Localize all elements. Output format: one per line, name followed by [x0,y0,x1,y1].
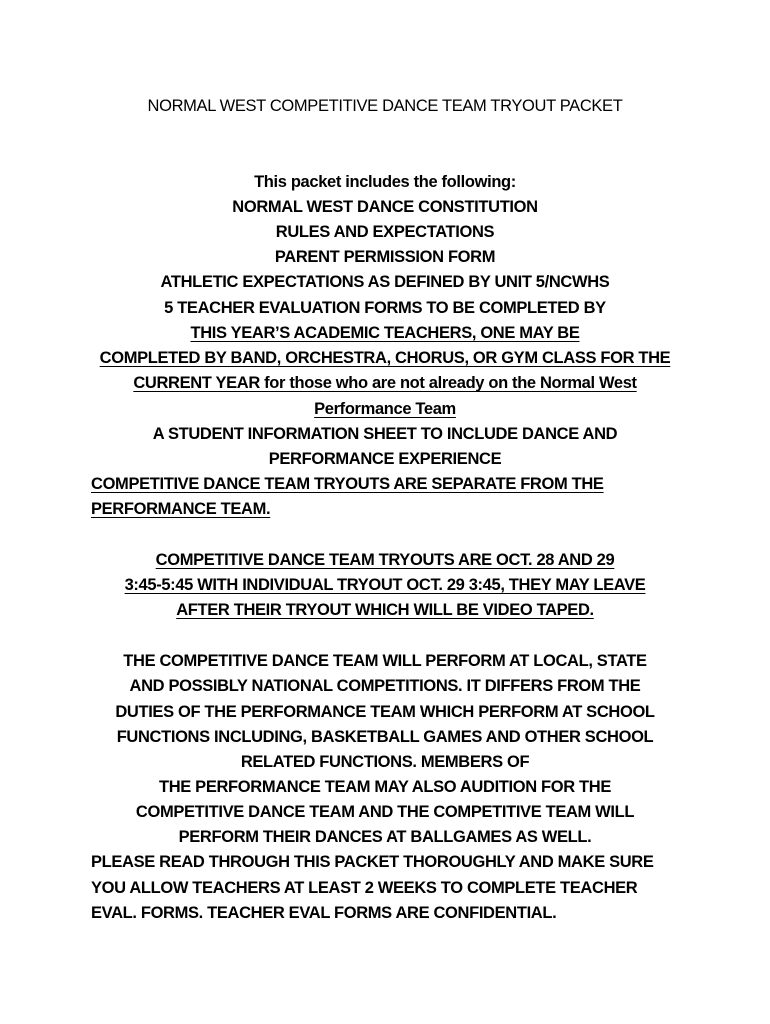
team-description-line: AND POSSIBLY NATIONAL COMPETITIONS. IT DIFFERS FROM THE [129,677,641,695]
student-info-line: A STUDENT INFORMATION SHEET TO INCLUDE DANCE AND [152,425,618,443]
teacher-eval-line: CURRENT YEAR for those who are not already on the Normal West [133,374,637,392]
contents-item: PARENT PERMISSION FORM [274,248,496,266]
contents-item: 5 TEACHER EVALUATION FORMS TO BE COMPLETED BY [164,299,606,317]
team-description-line: THE PERFORMANCE TEAM MAY ALSO AUDITION FOR THE [158,778,612,796]
tryout-dates-line: 3:45-5:45 WITH INDIVIDUAL TRYOUT OCT. 29 3:45, THEY MAY LEAVE [124,576,646,594]
separate-note-line: COMPETITIVE DANCE TEAM TRYOUTS ARE SEPARATE FROM THE [91,475,604,493]
teacher-eval-line: COMPLETED BY BAND, ORCHESTRA, CHORUS, OR GYM CLASS FOR THE [99,349,671,367]
team-description-line: THE COMPETITIVE DANCE TEAM WILL PERFORM AT LOCAL, STATE [123,652,647,670]
team-description-line: PERFORM THEIR DANCES AT BALLGAMES AS WELL. [178,828,592,846]
team-description-line: FUNCTIONS INCLUDING, BASKETBALL GAMES AND OTHER SCHOOL [116,728,654,746]
team-description-line: DUTIES OF THE PERFORMANCE TEAM WHICH PERFORM AT SCHOOL [115,703,655,721]
separate-note-line: PERFORMANCE TEAM. [91,500,271,518]
team-description-line: COMPETITIVE DANCE TEAM AND THE COMPETITIVE TEAM WILL [135,803,635,821]
student-info-line: PERFORMANCE EXPERIENCE [268,450,502,468]
closing-line: YOU ALLOW TEACHERS AT LEAST 2 WEEKS TO COMPLETE TEACHER [91,879,638,897]
closing-line: EVAL. FORMS. TEACHER EVAL FORMS ARE CONFIDENTIAL. [91,904,557,922]
page-title: NORMAL WEST COMPETITIVE DANCE TEAM TRYOUT PACKET [147,97,623,115]
contents-item: ATHLETIC EXPECTATIONS AS DEFINED BY UNIT 5/NCWHS [160,273,610,291]
contents-item: RULES AND EXPECTATIONS [275,223,495,241]
team-description-line: RELATED FUNCTIONS. MEMBERS OF [240,753,530,771]
teacher-eval-line: Performance Team [314,400,456,418]
tryout-dates-line: COMPETITIVE DANCE TEAM TRYOUTS ARE OCT. 28 AND 29 [155,551,615,569]
teacher-eval-line: THIS YEAR’S ACADEMIC TEACHERS, ONE MAY BE [190,324,580,342]
contents-item: NORMAL WEST DANCE CONSTITUTION [232,198,538,216]
tryout-dates-line: AFTER THEIR TRYOUT WHICH WILL BE VIDEO TAPED. [176,601,594,619]
contents-intro: This packet includes the following: [254,173,516,191]
closing-line: PLEASE READ THROUGH THIS PACKET THOROUGHLY AND MAKE SURE [91,853,654,871]
